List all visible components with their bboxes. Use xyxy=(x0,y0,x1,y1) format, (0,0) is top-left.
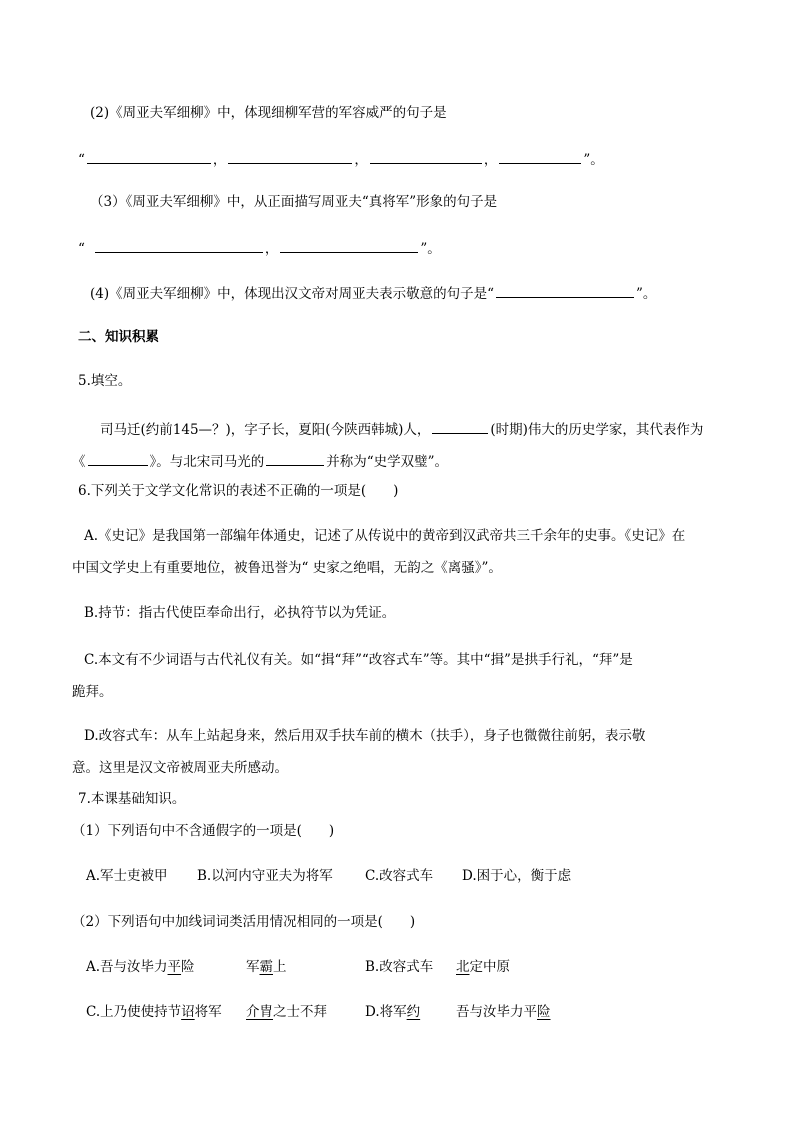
close-quote: ”。 xyxy=(636,286,657,302)
comma: ， xyxy=(483,152,498,168)
option-text: 将军 xyxy=(194,1004,222,1020)
q7-sub1-option-a[interactable]: A.军士吏被甲 xyxy=(86,868,168,884)
q6-option-c-cont: 跪拜。 xyxy=(72,684,113,700)
q7-title: 7.本课基础知识。 xyxy=(78,791,186,807)
q5-line2 xyxy=(72,451,448,471)
option-text: 之士不拜 xyxy=(273,1004,327,1020)
close-quote: ”。 xyxy=(420,241,441,257)
answer-blank[interactable] xyxy=(496,283,634,298)
comma: ， xyxy=(264,241,279,257)
q7-sub2-option-a[interactable] xyxy=(86,958,195,976)
answer-blank[interactable] xyxy=(266,451,324,466)
answer-blank[interactable] xyxy=(432,419,488,434)
underlined-word: 平 xyxy=(167,959,182,975)
q6-option-c: C.本文有不少词语与古代礼仪有关。如“揖“拜”“改容式车”等。其中“揖”是拱手行礼，“拜”是 xyxy=(84,652,633,668)
q5-text: 司马迁(约前145—？)，字子长，夏阳(今陕西韩城)人， xyxy=(100,422,431,438)
answer-blank[interactable] xyxy=(228,149,352,164)
q7-sub1-option-b[interactable]: B.以河内守亚夫为将军 xyxy=(197,868,333,884)
q5-text: 《 xyxy=(72,454,86,470)
q7-sub2-prompt: （2）下列语句中加线词词类活用情况相同的一项是( ) xyxy=(72,914,416,930)
section-heading: 二、知识积累 xyxy=(78,329,159,345)
q5-text: (时期)伟大的历史学家，其代表作为 xyxy=(490,422,704,438)
q5-text: 》。与北宋司马光的 xyxy=(149,454,265,470)
option-text: 军 xyxy=(246,959,260,975)
option-text: A.吾与汝毕力 xyxy=(86,959,168,975)
q7-sub1-prompt: （1）下列语句中不含通假字的一项是( ) xyxy=(72,823,335,839)
option-text: 定中原 xyxy=(469,959,510,975)
q6-title: 6.下列关于文学文化常识的表述不正确的一项是( ) xyxy=(78,483,399,499)
q7-sub2-option-d-pair xyxy=(456,1003,551,1021)
underlined-word: 诏 xyxy=(181,1004,195,1020)
answer-blank[interactable] xyxy=(280,238,418,253)
q4-sub4-line xyxy=(90,283,656,303)
underlined-word: 北 xyxy=(456,959,470,975)
q6-option-a: A.《史记》是我国第一部编年体通史，记述了从传说中的黄帝到汉武帝共三千余年的史事。《史记》在 xyxy=(84,528,686,544)
q5-title: 5.填空。 xyxy=(78,373,132,389)
q6-option-d-cont: 意。这里是汉文帝被周亚夫所感动。 xyxy=(72,760,288,776)
open-quote: “ xyxy=(78,241,85,257)
q4-sub3-answer-line xyxy=(78,238,441,258)
q6-option-d: D.改容式车：从车上站起身来，然后用双手扶车前的横木（扶手），身子也微微往前躬，表示敬 xyxy=(84,728,646,744)
underlined-word: 介胄 xyxy=(246,1004,273,1020)
q7-sub1-option-d[interactable]: D.困于心，衡于虑 xyxy=(462,868,572,884)
q4-sub2-prompt: (2)《周亚夫军细柳》中，体现细柳军营的军容威严的句子是 xyxy=(90,105,447,121)
q7-sub2-option-c-pair xyxy=(246,1003,327,1021)
q4-sub4-prompt: (4)《周亚夫军细柳》中，体现出汉文帝对周亚夫表示敬意的句子是“ xyxy=(90,286,495,302)
answer-blank[interactable] xyxy=(370,149,482,164)
underlined-word: 霸 xyxy=(259,959,273,975)
q6-option-b: B.持节：指古代使臣奉命出行，必执符节以为凭证。 xyxy=(84,605,396,621)
underlined-word: 险 xyxy=(537,1004,551,1020)
q7-sub2-option-b[interactable]: B.改容式车 xyxy=(365,959,434,975)
comma: ， xyxy=(212,152,227,168)
option-text: 吾与汝毕力平 xyxy=(456,1004,537,1020)
option-text: 险 xyxy=(181,959,195,975)
q4-sub2-answer-line xyxy=(78,149,604,169)
close-quote: ”。 xyxy=(583,152,604,168)
comma: ， xyxy=(354,152,368,168)
answer-blank[interactable] xyxy=(87,149,211,164)
q7-sub2-option-c[interactable] xyxy=(86,1003,222,1021)
answer-blank[interactable] xyxy=(88,451,148,466)
q7-sub2-option-b-pair xyxy=(456,958,510,976)
q6-option-a-cont: 中国文学史上有重要地位，被鲁迅誉为“ 史家之绝唱，无韵之《离骚》”。 xyxy=(72,560,502,576)
option-text: C.上乃使使持节 xyxy=(86,1004,182,1020)
q7-sub2-option-a-pair xyxy=(246,958,287,976)
answer-blank[interactable] xyxy=(95,238,263,253)
option-text: 上 xyxy=(273,959,287,975)
q4-sub3-prompt: （3）《周亚夫军细柳》中，从正面描写周亚夫“真将军”形象的句子是 xyxy=(90,194,498,210)
answer-blank[interactable] xyxy=(499,149,581,164)
underlined-word: 约 xyxy=(406,1004,421,1020)
q5-line1 xyxy=(100,419,703,439)
q7-sub1-option-c[interactable]: C.改容式车 xyxy=(365,868,434,884)
open-quote: “ xyxy=(78,152,85,168)
option-text: D.将军 xyxy=(365,1004,407,1020)
q5-text: 并称为“史学双璧”。 xyxy=(326,454,449,470)
q7-sub2-option-d[interactable] xyxy=(365,1003,420,1021)
